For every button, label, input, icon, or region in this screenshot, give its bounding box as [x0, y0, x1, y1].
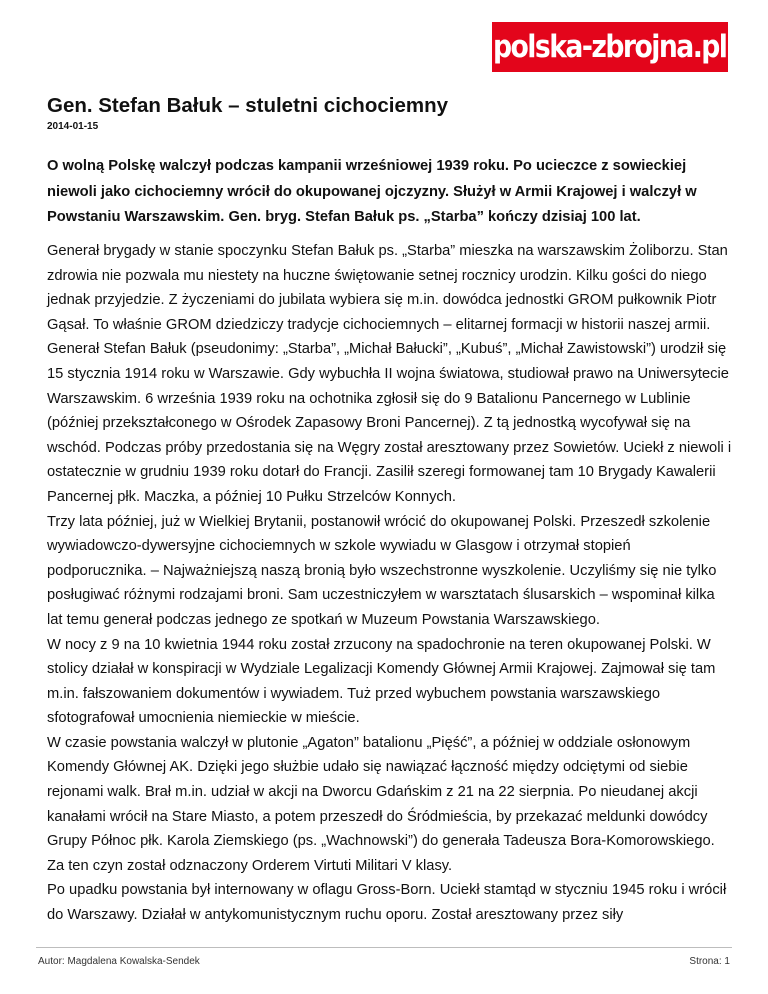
article-body: [47, 239, 733, 928]
article-paragraph: Generał Stefan Bałuk (pseudonimy: „Starba”, „Michał Bałucki”, „Kubuś”, „Michał Zawistowski”) urodził się 15 stycznia 1914 roku w Warszawie. Gdy wybuchła II wojna światowa, studiował prawo na Uniwersytecie Warszawskim. 6 września 1939 roku na ochotnika zgłosił się do 9 Batalionu Pancernego w Lublinie (później przekształconego w Ośrodek Zapasowy Broni Pancernej). Z tą jednostką wycofywał się na wschód. Podczas próby przedostania się na Węgry został aresztowany przez Sowietów. Uciekł z niewoli i ostatecznie w grudniu 1939 roku dotarł do Francji. Zasilił szeregi formowanej tam 10 Brygady Kawalerii Pancernej płk. Maczka, a później 10 Pułku Strzelców Konnych.: [47, 341, 732, 505]
article-paragraph: Po upadku powstania był internowany w oflagu Gross-Born. Uciekł stamtąd w styczniu 1945 roku i wrócił do Warszawy. Działał w antykomunistycznym ruchu oporu. Został aresztowany przez siły: [47, 882, 727, 924]
site-logo-text: polska-zbrojna.pl: [493, 29, 727, 65]
site-logo[interactable]: [492, 22, 728, 72]
article-paragraph: Trzy lata później, już w Wielkiej Brytanii, postanowił wrócić do okupowanej Polski. Przeszedł szkolenie wywiadowczo-dywersyjne cichociemnych w szkole wywiadu w Glasgow i otrzymał stopień podporucznika. – Najważniejszą naszą bronią było wszechstronne wyszkolenie. Uczyliśmy się nie tylko posługiwać różnymi rodzajami broni. Sam uczestniczyłem w warsztatach ślusarskich – wspominał kilka lat temu generał podczas jednego ze spotkań w Muzeum Powstania Warszawskiego.: [47, 513, 717, 628]
footer-page-number: Strona: 1: [689, 956, 730, 967]
article-title: Gen. Stefan Bałuk – stuletni cichociemny: [47, 94, 449, 117]
footer-divider: [36, 947, 732, 948]
article-paragraph: W czasie powstania walczył w plutonie „Agaton” batalionu „Pięść”, a później w oddziale osłonowym Komendy Głównej AK. Dzięki jego służbie udało się nawiązać łączność między odciętymi od siebie rejonami walk. Brał m.in. udział w akcji na Dworcu Gdańskim z 21 na 22 sierpnia. Po nieudanej akcji kanałami wrócił na Stare Miasto, a potem przeszedł do Śródmieścia, by przekazać meldunki dowódcy Grupy Północ płk. Karola Ziemskiego (ps. „Wachnowski”) do generała Tadeusza Bora-Komorowskiego. Za ten czyn został odznaczony Orderem Virtuti Militari V klasy.: [47, 734, 715, 874]
article-paragraph: Generał brygady w stanie spoczynku Stefan Bałuk ps. „Starba” mieszka na warszawskim Żoliborzu. Stan zdrowia nie pozwala mu niestety na huczne świętowanie setnej rocznicy urodzin. Kilku gości do niego jednak przyjedzie. Z życzeniami do jubilata wybiera się m.in. dowódca jednostki GROM pułkownik Piotr Gąsał. To właśnie GROM dziedziczy tradycje cichociemnych – elitarnej formacji w historii naszej armii.: [47, 243, 728, 333]
footer-author: Autor: Magdalena Kowalska-Sendek: [38, 956, 200, 967]
article-lead: O wolną Polskę walczył podczas kampanii wrześniowej 1939 roku. Po ucieczce z sowieckiej niewoli jako cichociemny wrócił do okupowanej ojczyzny. Służył w Armii Krajowej i walczył w Powstaniu Warszawskim. Gen. bryg. Stefan Bałuk ps. „Starba” kończy dzisiaj 100 lat.: [47, 158, 697, 225]
article-date: 2014-01-15: [47, 121, 99, 132]
article-paragraph: W nocy z 9 na 10 kwietnia 1944 roku został zrzucony na spadochronie na teren okupowanej Polski. W stolicy działał w konspiracji w Wydziale Legalizacji Komendy Głównej Armii Krajowej. Zajmował się tam m.in. fałszowaniem dokumentów i wywiadem. Tuż przed wybuchem powstania warszawskiego sfotografował umocnienia niemieckie w mieście.: [47, 636, 716, 727]
